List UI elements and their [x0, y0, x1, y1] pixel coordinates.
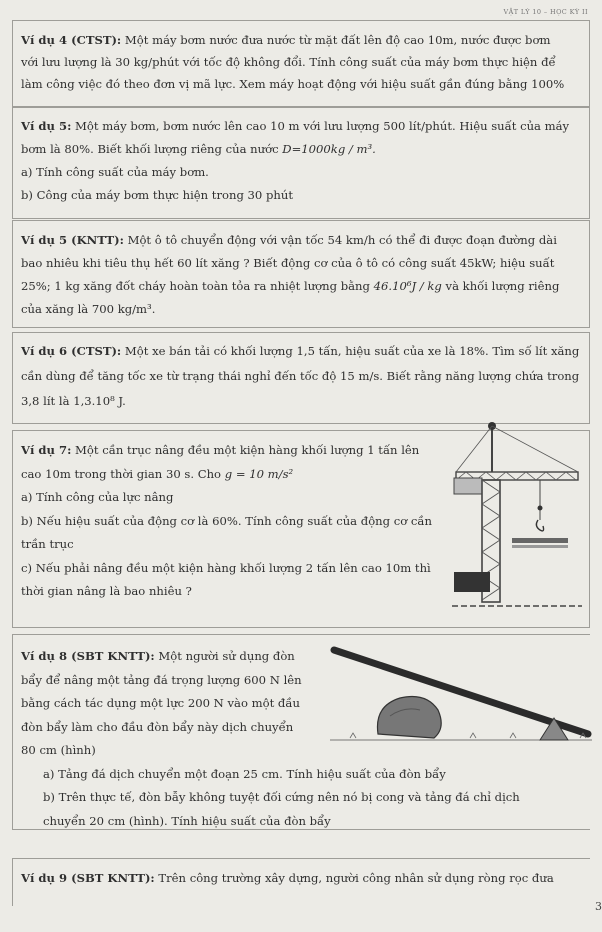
example-6-box [12, 332, 590, 424]
example-5-label: Ví dụ 5: [21, 119, 72, 133]
density-formula: D=1000kg / m³. [282, 142, 376, 156]
example-5-kntt-line-1: Một ô tô chuyển động với vận tốc 54 km/h có thể đi được đoạn đường dài [127, 233, 557, 247]
example-7-part-b: b) Nếu hiệu suất của động cơ là 60%. Tính công suất của động cơ cần [21, 513, 432, 528]
crane-illustration [452, 420, 582, 612]
example-8-line-2: bẩy để nâng một tảng đá trọng lượng 600 N lên [21, 672, 302, 687]
example-7-label: Ví dụ 7: [21, 443, 72, 457]
example-8-line-5: 80 cm (hình) [21, 743, 96, 757]
example-8-line-3: bằng cách tác dụng một lực 200 N vào một đầu [21, 696, 300, 710]
example-6-line-2: cần dùng để tăng tốc xe từ trạng thái nghỉ đến tốc độ 15 m/s. Biết rằng năng lượng chứa trong [21, 369, 580, 383]
example-9-label: Ví dụ 9 (SBT KNTT): [21, 871, 155, 885]
example-4-line-2: với lưu lượng là 30 kg/phút với tốc độ không đổi. Tính công suất của máy bơm thực hiện để [21, 55, 556, 69]
example-8-line-4: đòn bẩy làm cho đầu đòn bẩy này dịch chuyển [21, 719, 294, 734]
example-8-part-a: a) Tảng đá dịch chuyển một đoạn 25 cm. Tính hiệu suất của đòn bẩy [43, 766, 446, 781]
example-5-kntt-line-3: 25%; 1 kg xăng đốt cháy hoàn toàn tỏa ra nhiệt lượng bằng [21, 279, 370, 293]
page-number: 3 [595, 900, 602, 913]
example-6-line-3: 3,8 lít là 1,3.10⁸ J. [21, 394, 126, 408]
example-7-part-c-cont: thời gian nâng là bao nhiêu ? [21, 584, 192, 598]
example-4-line-3: làm công việc đó theo đơn vị mã lực. Xem máy hoạt động với hiệu suất gần đúng bằng 100% [21, 77, 565, 91]
example-7-part-b-cont: trần trục [21, 537, 74, 551]
example-7-part-a: a) Tính công của lực nâng [21, 490, 174, 504]
example-5-kntt-label: Ví dụ 5 (KNTT): [21, 233, 124, 247]
example-8-part-b: b) Trên thực tế, đòn bẫy không tuyệt đối cứng nên nó bị cong và tảng đá chỉ dịch [43, 790, 520, 804]
example-4-line-1: Một máy bơm nước đưa nước từ mặt đất lên độ cao 10m, nước được bơm [124, 33, 551, 47]
example-4-label: Ví dụ 4 (CTST): [21, 33, 122, 47]
example-6-line-1: Một xe bán tải có khối lượng 1,5 tấn, hiệu suất của xe là 18%. Tìm số lít xăng [124, 344, 580, 358]
example-4-box [12, 20, 590, 108]
example-5-kntt-line-4: của xăng là 700 kg/m³. [21, 302, 156, 316]
page-header: VẬT LÝ 10 – HỌC KỲ II [503, 8, 588, 16]
example-5-part-b: b) Công của máy bơm thực hiện trong 30 phút [21, 188, 294, 202]
example-8-part-b-cont: chuyển 20 cm (hình). Tính hiệu suất của đòn bẩy [43, 813, 331, 828]
example-9-box [12, 858, 590, 906]
example-5-line-2: bơm là 80%. Biết khối lượng riêng của nước [21, 142, 279, 156]
lever-rock-illustration [330, 646, 592, 746]
example-9-line-1: Trên công trường xây dựng, người công nhân sử dụng ròng rọc đưa [158, 871, 554, 885]
example-5-part-a: a) Tính công suất của máy bơm. [21, 165, 209, 179]
gravity-formula: g = 10 m/s² [224, 466, 294, 481]
example-5-box [12, 106, 590, 219]
example-5-kntt-line-2: bao nhiêu khi tiêu thụ hết 60 lít xăng ? Biết động cơ của ô tô có công suất 45kW; hiệu suất [21, 256, 555, 270]
heat-value-formula: 46.10⁶J / kg [373, 279, 442, 293]
example-5-kntt-box [12, 220, 590, 328]
example-5-kntt-line-3-tail: và khối lượng riêng [445, 279, 560, 293]
example-5-line-1: Một máy bơm, bơm nước lên cao 10 m với lưu lượng 500 lít/phút. Hiệu suất của máy [75, 119, 570, 133]
example-7-line-1: Một cần trục nâng đều một kiện hàng khối lượng 1 tấn lên [75, 443, 420, 457]
example-7-part-c: c) Nếu phải nâng đều một kiện hàng khối lượng 2 tấn lên cao 10m thì [21, 560, 431, 575]
example-8-label: Ví dụ 8 (SBT KNTT): [21, 649, 155, 663]
example-7-line-2: cao 10m trong thời gian 30 s. Cho [21, 466, 222, 481]
example-8-line-1: Một người sử dụng đòn [158, 649, 295, 663]
example-6-label: Ví dụ 6 (CTST): [21, 344, 122, 358]
